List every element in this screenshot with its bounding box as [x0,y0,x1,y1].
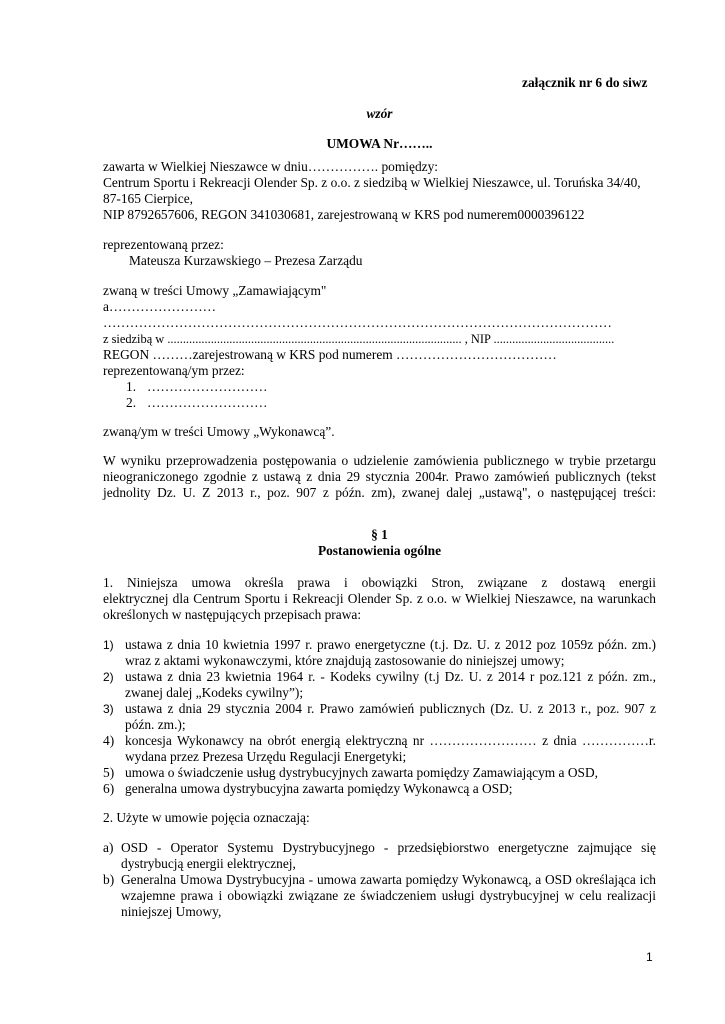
rep2-item-text: ……………………… [147,379,268,394]
contract-title: UMOWA Nr…….. [326,136,433,151]
law-item-num: 2) [103,670,114,684]
rep2-item-num: 1. [126,379,137,394]
intro-line-1: W wyniku przeprowadzenia postępowania o udzielenie zamówienia publicznego w trybie przetargu [103,453,656,468]
paragraph-1-line-1: 1. Niniejsza umowa określa prawa i obowiązki Stron, związane z dostawą energii [103,575,656,590]
parties-line-4: NIP 8792657606, REGON 341030681, zarejestrowaną w KRS pod numerem0000396122 [103,207,585,222]
term-item-line-3: niniejszej Umowy, [121,904,222,919]
intro-line-3: jednolity Dz. U. Z 2013 r., poz. 907 z późn. zm), zwanej dalej „ustawą", o następującej treści: [103,485,656,500]
law-item-line-1: ustawa z dnia 10 kwietnia 1997 r. prawo energetyczne (t.j. Dz. U. z 2012 poz 1059z późn. zm.) [125,637,656,652]
term-item-line-1: Generalna Umowa Dystrybucyjna - umowa zawarta pomiędzy Wykonawcą, a OSD określająca ich [121,872,656,887]
paragraph-1-line-3: określonych w następujących przepisach prawa: [103,607,362,622]
parties-line-3: 87-165 Cierpice, [103,191,193,206]
law-item-line-2: wydana przez Prezesa Urzędu Regulacji Energetyki; [125,749,407,764]
law-item-line-1: ustawa z dnia 29 stycznia 2004 r. Prawo zamówień publicznych (Dz. U. z 2013 r., poz. 907 z [125,701,656,716]
contractor-regon-line: REGON ………zarejestrowaną w KRS pod numerem ……………………………… [103,347,557,362]
section-heading: Postanowienia ogólne [317,543,442,558]
law-item-num: 4) [103,733,115,748]
model-label: wzór [366,106,393,121]
parties-line-2: Centrum Sportu i Rekreacji Olender Sp. z o.o. z siedzibą w Wielkiej Nieszawce, ul. Toruńska 34/40, [103,175,641,190]
contractor-dots-line: …………………………………………………………………………………………………… [103,315,612,330]
law-item-line-1: koncesja Wykonawcy na obrót energią elektryczną nr …………………… z dnia ……………r. [125,733,656,748]
attachment-label: załącznik nr 6 do siwz [522,75,648,90]
contractor-placeholder: a…………………… [103,299,217,314]
law-item-line-1: ustawa z dnia 23 kwietnia 1964 r. - Kodeks cywilny (t.j Dz. U. z 2014 r poz.121 z późn. zm., [125,669,656,684]
paragraph-2: 2. Użyte w umowie pojęcia oznaczają: [103,810,310,825]
contractor-seat-line: z siedzibą w ............................................................................................... , NIP ....................................... [103,332,615,346]
term-item-line-2: wzajemne prawa i obowiązki związane ze świadczeniem usługi dystrybucyjnej w celu realizacji [121,888,656,903]
contractor-alias: zwaną/ym w treści Umowy „Wykonawcą”. [103,424,335,439]
page-number: 1 [646,950,653,964]
parties-line-1: zawarta w Wielkiej Nieszawce w dniu……………. pomiędzy: [103,159,438,174]
section-sign: § 1 [371,527,388,542]
rep2-item-num: 2. [126,395,137,410]
representation-label: reprezentowaną przez: [103,237,224,252]
intro-line-2: nieograniczonego zgodnie z ustawą z dnia 29 stycznia 2004r. Prawo zamówień publicznych (tekst [103,469,656,484]
law-item-line-2: wraz z aktami wykonawczymi, które znajdują zastosowanie do niniejszej umowy; [125,653,565,668]
law-item-line-2: późn. zm.); [125,717,186,732]
rep2-item-text: ……………………… [147,395,268,410]
term-item-num: b) [103,872,115,887]
law-item-num: 3) [103,702,114,716]
contractor-representation-label: reprezentowaną/ym przez: [103,363,245,378]
law-item-num: 1) [103,638,114,652]
law-item-line-1: generalna umowa dystrybucyjna zawarta pomiędzy Wykonawcą a OSD; [125,781,513,796]
ordering-party-alias: zwaną w treści Umowy „Zamawiającym" [103,283,327,298]
law-item-line-2: zwanej dalej „Kodeks cywilny”); [125,685,304,700]
law-item-num: 6) [103,781,115,796]
term-item-num: a) [103,840,114,855]
paragraph-1-line-2: elektrycznej dla Centrum Sportu i Rekreacji Olender Sp. z o.o. w Wielkiej Nieszawce, na warunkach [103,591,656,606]
term-item-line-1: OSD - Operator Systemu Dystrybucyjnego - przedsiębiorstwo energetyczne zajmujące się [121,840,656,855]
term-item-line-2: dystrybucją energii elektrycznej, [121,856,296,871]
representative-name: Mateusza Kurzawskiego – Prezesa Zarządu [129,253,363,268]
law-item-num: 5) [103,765,115,780]
law-item-line-1: umowa o świadczenie usług dystrybucyjnych zawarta pomiędzy Zamawiającym a OSD, [125,765,598,780]
